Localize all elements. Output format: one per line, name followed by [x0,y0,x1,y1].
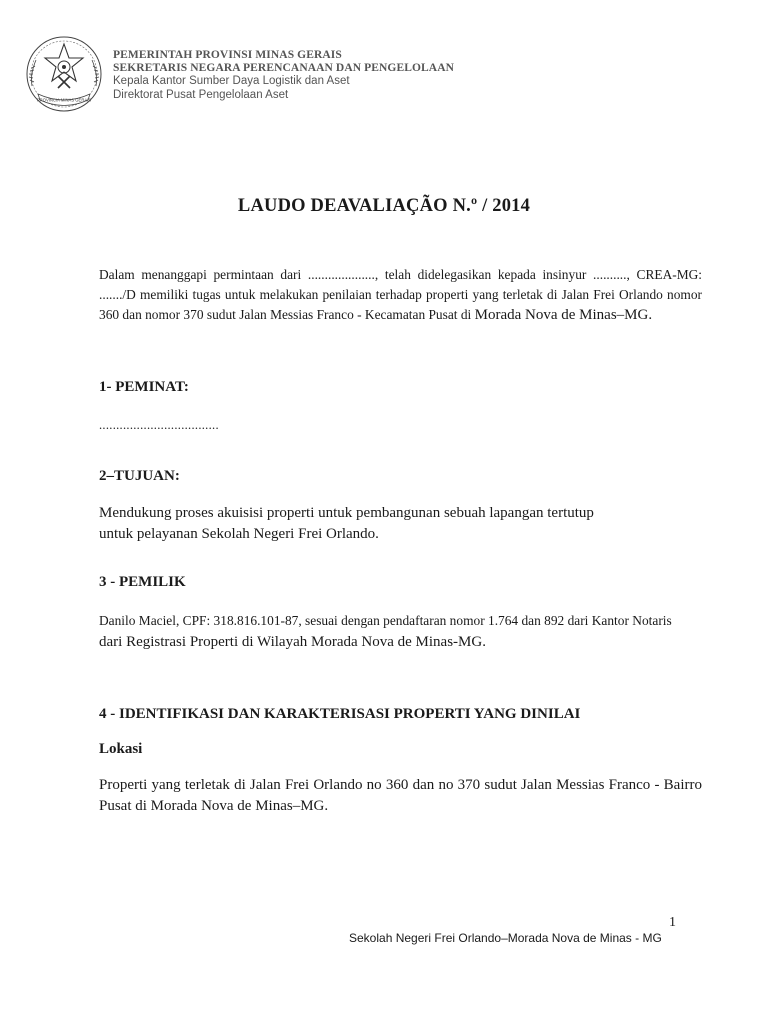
org-line-province: PEMERINTAH PROVINSI MINAS GERAIS [113,49,342,61]
body-line: Danilo Maciel, CPF: 318.816.101-87, sesuai dengan pendaftaran nomor 1.764 dan 892 dari Kantor Notaris [99,613,672,628]
body-line: Mendukung proses akuisisi properti untuk pembangunan sebuah lapangan tertutup [99,505,594,521]
placeholder-dots: ................................... [99,418,219,432]
section-heading: 1- PEMINAT: [99,379,189,395]
section-pemilik [99,572,702,592]
body-paragraph: Properti yang terletak di Jalan Frei Orlando no 360 dan no 370 sudut Jalan Messias Franco - Bairro Pusat di Morada Nova de Minas–MG. [99,777,702,814]
org-line-secretariat: SEKRETARIS NEGARA PERENCANAAN DAN PENGELOLAAN [113,62,455,74]
document-title: LAUDO DEAVALIAÇÃO N.º / 2014 [237,196,531,216]
section-peminat-body [99,418,702,433]
section-tujuan [99,466,702,486]
organization-lines [113,49,673,102]
body-line: untuk pelayanan Sekolah Negeri Frei Orlando. [99,525,379,542]
section-peminat [99,377,702,397]
section-heading: 4 - IDENTIFIKASI DAN KARAKTERISASI PROPERTI YANG DINILAI [99,706,581,722]
subsection-heading: Lokasi [99,741,143,757]
section-lokasi-body [99,775,702,816]
intro-paragraph [99,265,702,325]
intro-text: Dalam menanggapi permintaan dari ...................., telah didelegasikan kepada insinyur .........., CREA-MG: ......./D memiliki tugas untuk melakukan penilaian terhadap properti yang terletak di Jalan Frei Orlando nomor 360 dan nomor 370 sudut Jalan Messias Franco - Kecamatan Pusat di [99,267,702,322]
org-line-office: Kepala Kantor Sumber Daya Logistik dan Aset [113,75,350,87]
section-lokasi [99,739,702,759]
section-pemilik-body [99,611,702,653]
section-heading: 3 - PEMILIK [99,574,186,590]
page-number: 1 [669,915,676,930]
section-heading: 2–TUJUAN: [99,468,180,484]
body-line: dari Registrasi Properti di Wilayah Morada Nova de Minas-MG. [99,634,486,650]
letterhead [22,34,722,114]
footer-text: Sekolah Negeri Frei Orlando–Morada Nova de Minas - MG [349,931,662,945]
section-tujuan-body [99,503,702,544]
section-identifikasi [99,704,702,724]
state-seal-logo [22,34,106,114]
org-line-directorate: Direktorat Pusat Pengelolaan Aset [113,88,289,101]
seal-banner-text: PROVÍNCIA MINAS GERAIS [36,97,92,103]
intro-text-location: Morada Nova de Minas–MG. [474,307,653,323]
